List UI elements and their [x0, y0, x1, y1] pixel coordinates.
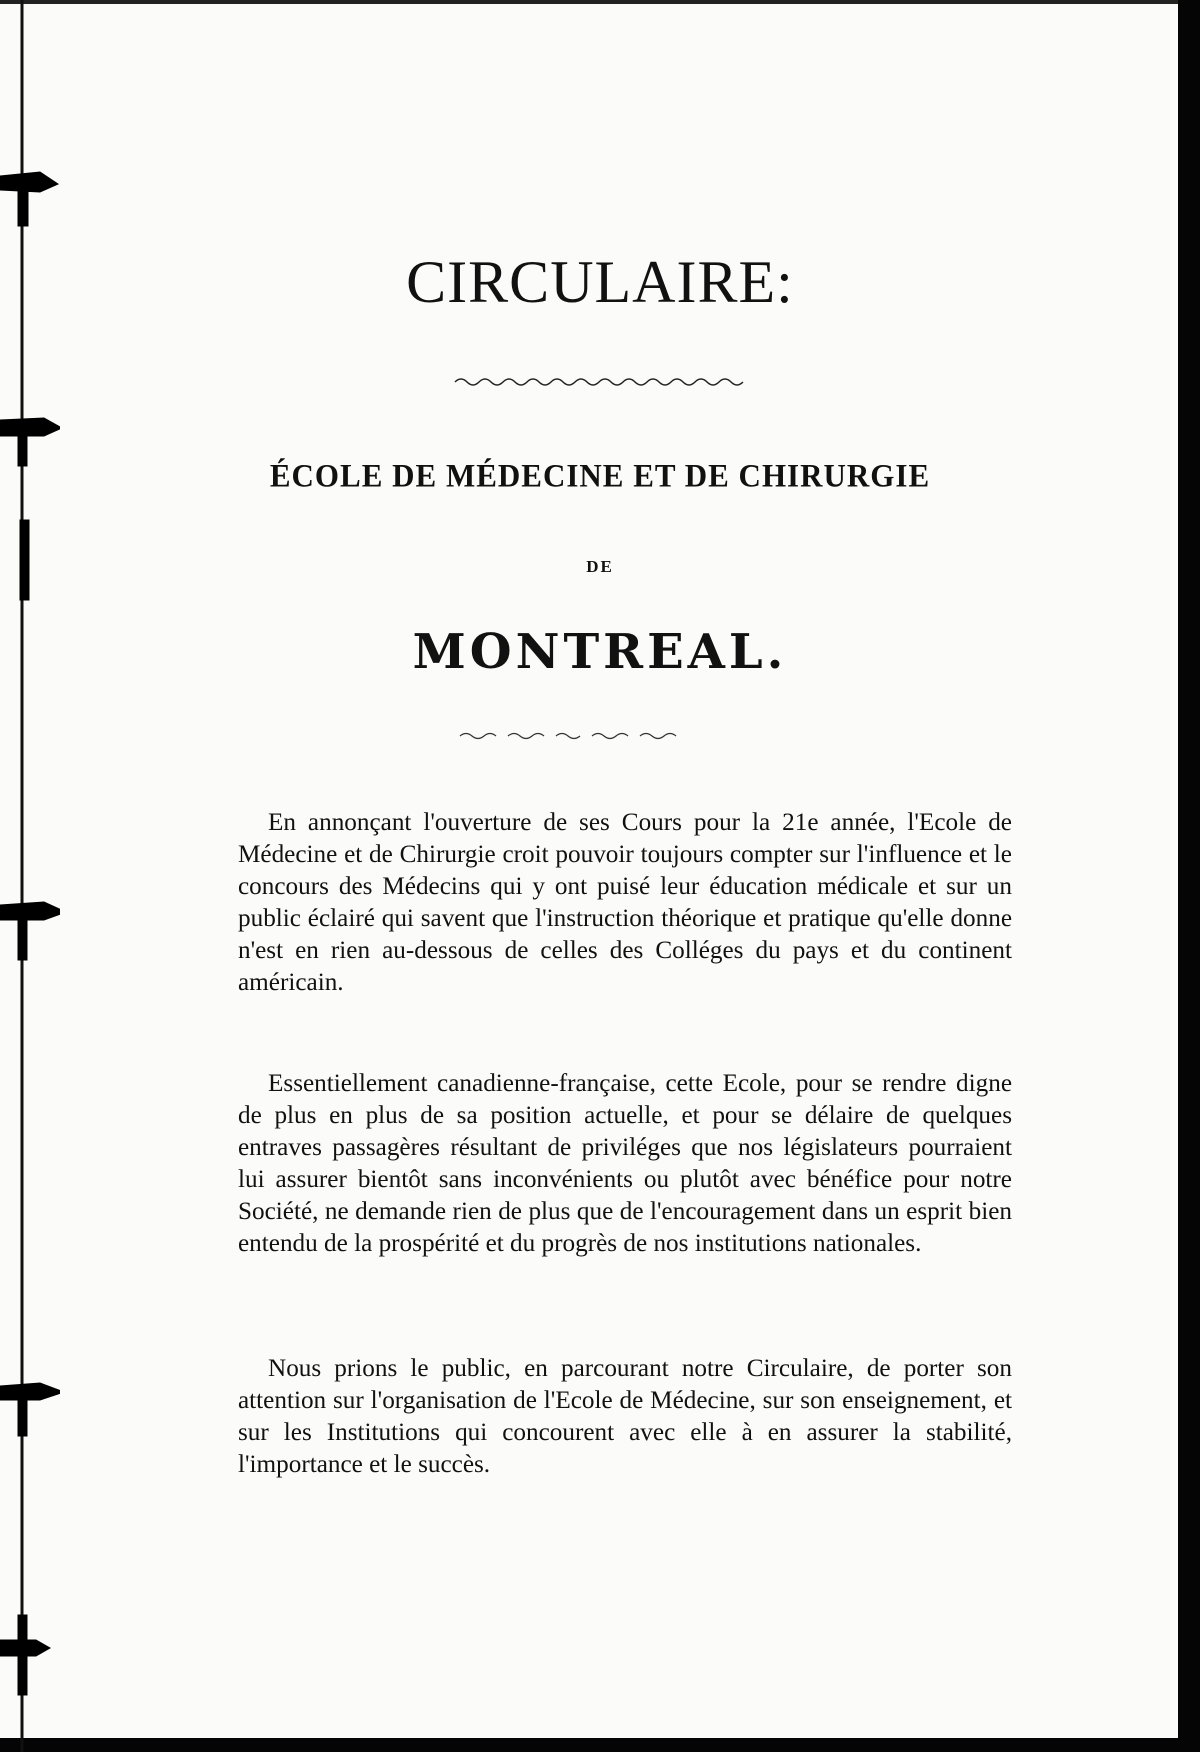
scan-border-bottom — [0, 1738, 1200, 1752]
paragraph-1 — [238, 807, 1012, 999]
scan-border-top — [0, 0, 1200, 4]
school-heading: ÉCOLE DE MÉDECINE ET DE CHIRURGIE — [269, 457, 931, 494]
ornamental-rule-bottom — [0, 728, 1200, 749]
paragraph-1-text: En annonçant l'ouverture de ses Cours pour la 21e année, l'Ecole de Médecine et de Chirurgie croit pouvoir toujours compter sur l'influence et le concours des Médecins qui y ont puisé leur éducation médicale et sur un public éclairé qui savent que l'instruction théorique et pratique qu'elle donne n'est en rien au-dessous de celles des Colléges du pays et du continent américain. — [238, 809, 1012, 996]
paragraph-3 — [238, 1353, 1012, 1481]
paragraph-2 — [238, 1068, 1012, 1260]
paragraph-3-text: Nous prions le public, en parcourant notre Circulaire, de porter son attention sur l'organisation de l'Ecole de Médecine, sur son enseignement, et sur les Institutions qui concourent avec elle à en assurer la stabilité, l'importance et le succès. — [238, 1355, 1012, 1478]
city-name: MONTREAL. — [412, 624, 788, 680]
ornamental-rule-top — [0, 374, 1200, 395]
paragraph-2-text: Essentiellement canadienne-française, cette Ecole, pour se rendre digne de plus en plus de sa position actuelle, et pour se délaire de quelques entraves passagères résultant de priviléges que nos législateurs pourraient lui assurer bientôt sans inconvénients ou plutôt avec bénéfice pour notre Société, ne demande rien de plus que de l'encouragement dans un esprit bien entendu de la prospérité et du progrès de nos institutions nationales. — [238, 1070, 1012, 1257]
page-title: CIRCULAIRE: — [406, 249, 794, 315]
heading-connector: DE — [586, 557, 614, 576]
